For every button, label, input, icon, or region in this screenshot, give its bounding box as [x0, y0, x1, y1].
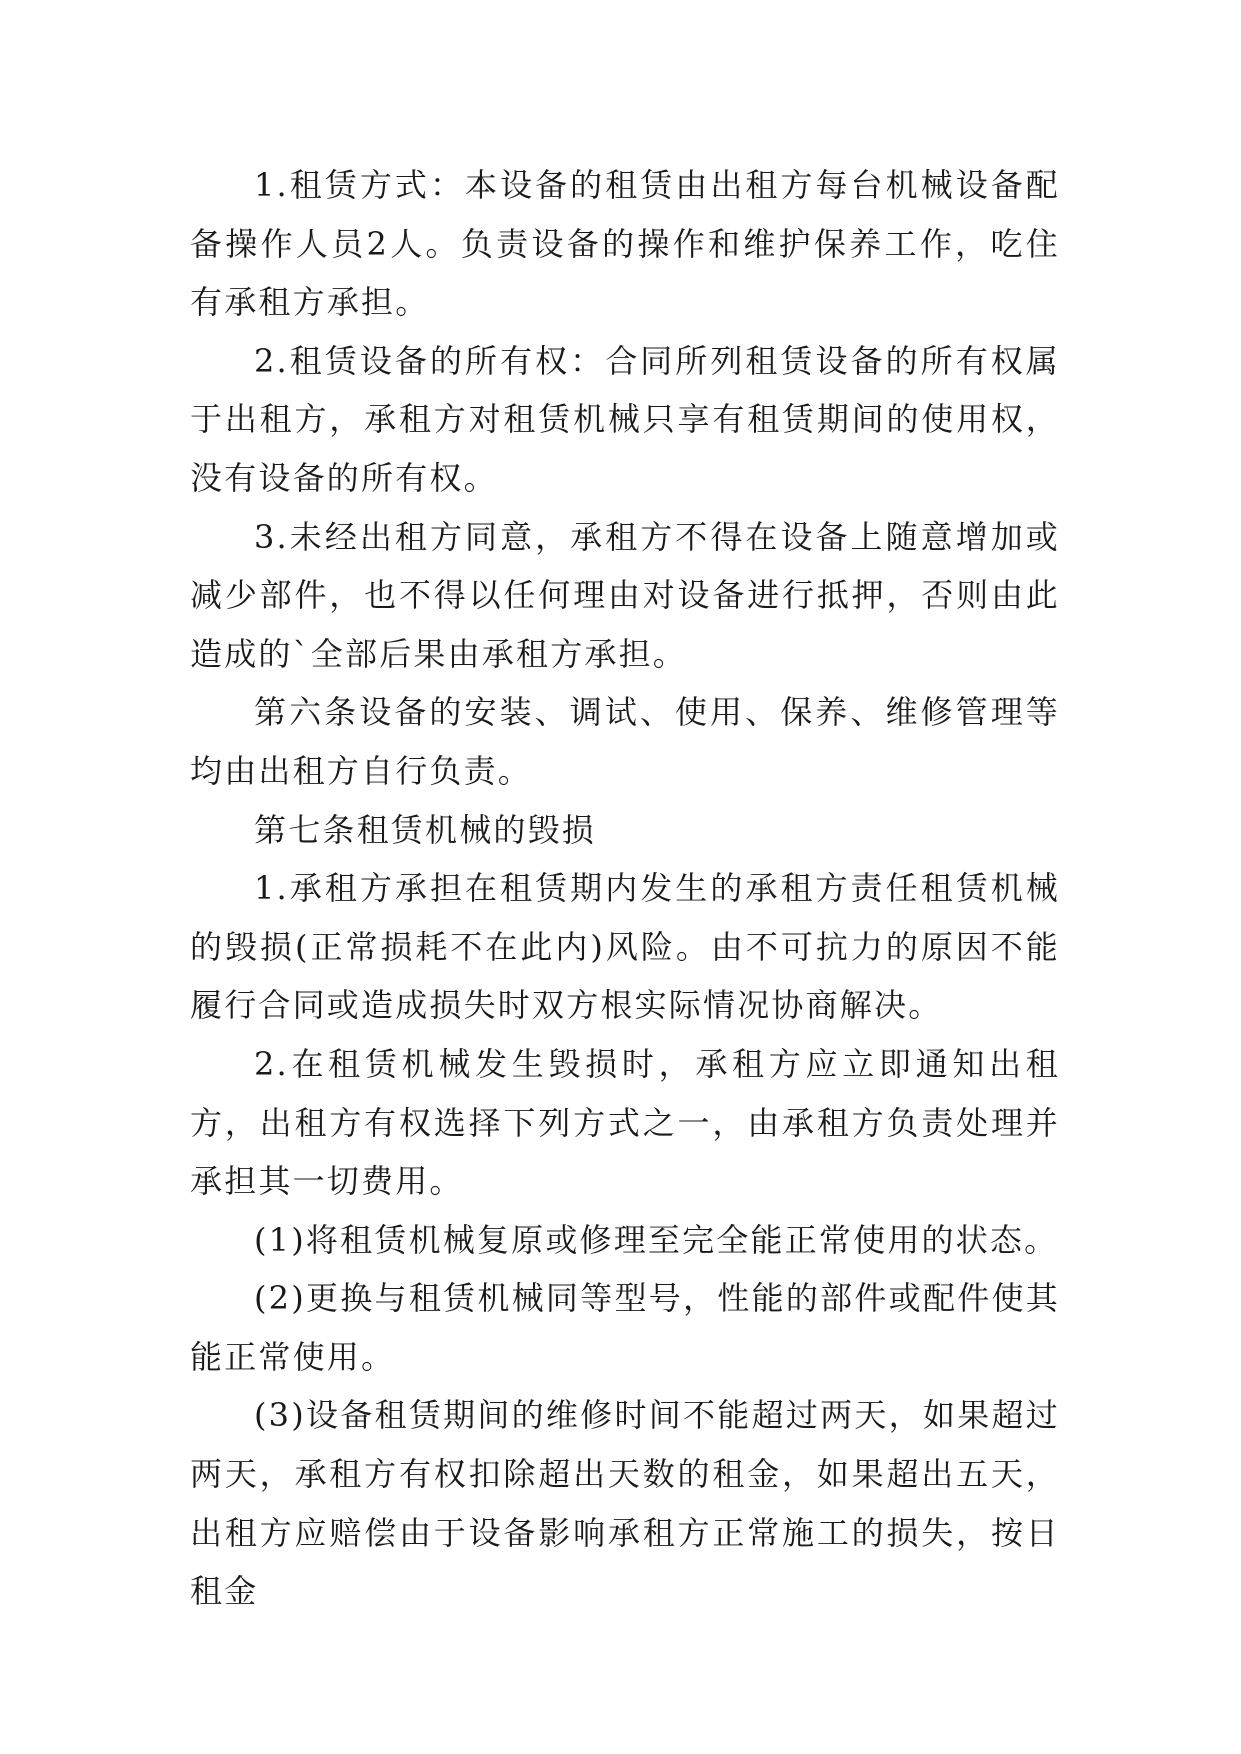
paragraph-article-seven-heading: 第七条租赁机械的毁损 [254, 810, 597, 849]
paragraph-damage-risk: 1.承租方承担在租赁期内发生的承租方责任租赁机械的毁损(正常损耗不在此内)风险。由不可抗力的原因不能履行合同或造成损失时双方根实际情况协商解决。 [190, 869, 1060, 1025]
paragraph-damage-notice: 2.在租赁机械发生毁损时，承租方应立即通知出租方，出租方有权选择下列方式之一，由承租方负责处理并承担其一切费用。 [190, 1044, 1060, 1201]
paragraph-no-modification: 3.未经出租方同意，承租方不得在设备上随意增加或减少部件，也不得以任何理由对设备进行抵押，否则由此造成的`全部后果由承租方承担。 [190, 517, 1060, 673]
paragraph-option-repair-time: (3)设备租赁期间的维修时间不能超过两天，如果超过两天，承租方有权扣除超出天数的租金，如果超出五天，出租方应赔偿由于设备影响承租方正常施工的损失，按日租金 [190, 1396, 1060, 1611]
paragraph-option-replace: (2)更换与租赁机械同等型号，性能的部件或配件使其能正常使用。 [190, 1279, 1060, 1376]
paragraph-option-restore: (1)将租赁机械复原或修理至完全能正常使用的状态。 [254, 1220, 1059, 1259]
paragraph-lease-method: 1.租赁方式：本设备的租赁由出租方每台机械设备配备操作人员2人。负责设备的操作和维护保养工作，吃住有承租方承担。 [190, 166, 1060, 322]
paragraph-ownership: 2.租赁设备的所有权：合同所列租赁设备的所有权属于出租方，承租方对租赁机械只享有租赁期间的使用权，没有设备的所有权。 [190, 341, 1060, 497]
paragraph-article-six: 第六条设备的安装、调试、使用、保养、维修管理等均由出租方自行负责。 [190, 693, 1060, 790]
document-body [190, 156, 1060, 1621]
